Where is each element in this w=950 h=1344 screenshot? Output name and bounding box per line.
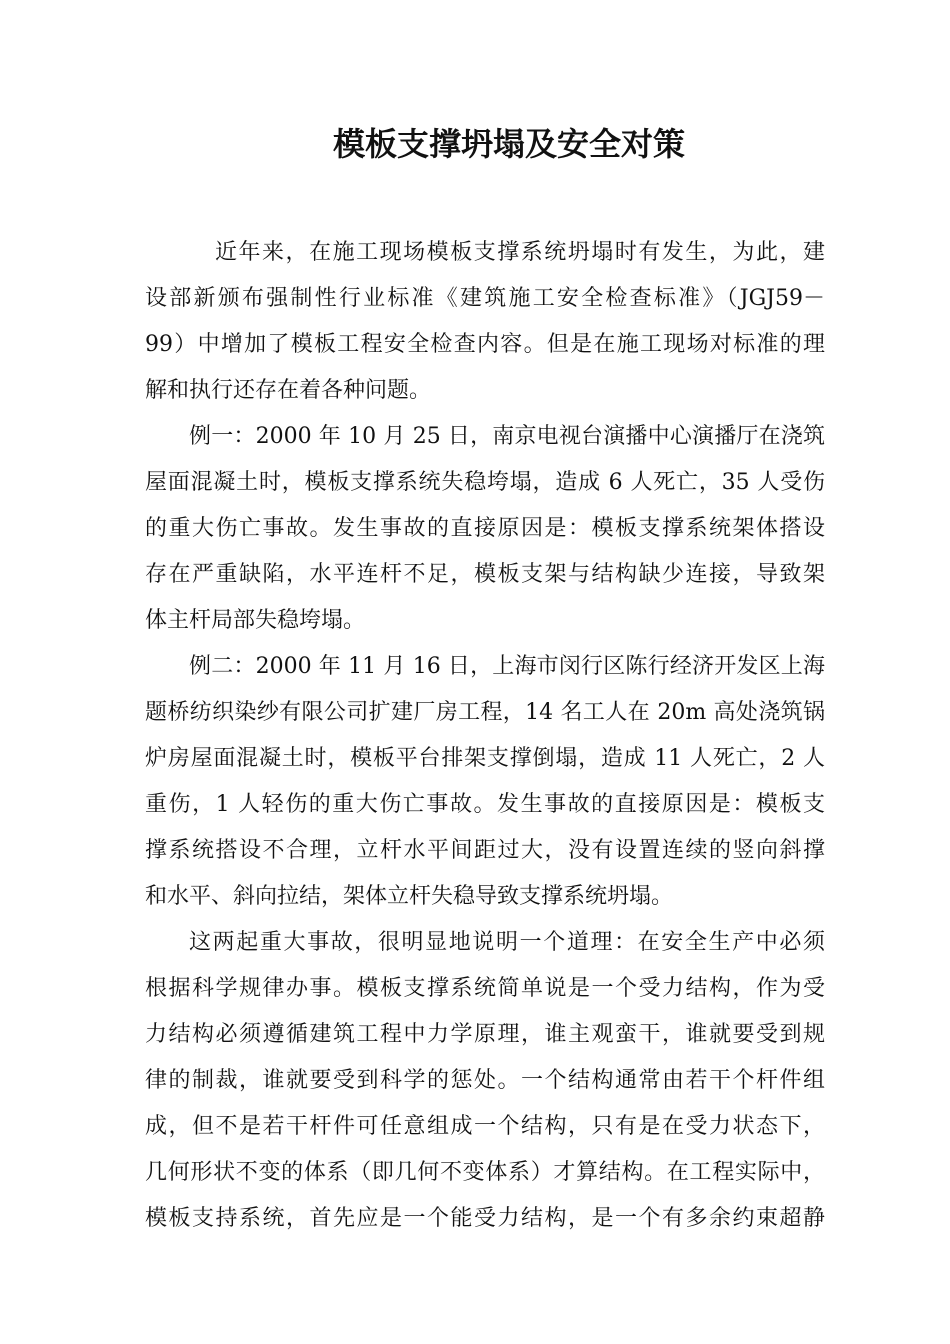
body-line: 和水平、斜向拉结，架体立杆失稳导致支撑系统坍塌。 [145,884,674,909]
body-line: 炉房屋面混凝土时，模板平台排架支撑倒塌，造成 11 人死亡，2 人 [145,746,825,771]
body-line: 力结构必须遵循建筑工程中力学原理，谁主观蛮干，谁就要受到规 [145,1022,825,1047]
body-line: 题桥纺织染纱有限公司扩建厂房工程，14 名工人在 20m 高处浇筑锅 [145,700,825,725]
body-line: 99）中增加了模板工程安全检查内容。但是在施工现场对标准的理 [145,332,825,357]
body-line: 根据科学规律办事。模板支撑系统简单说是一个受力结构，作为受 [145,976,825,1001]
body-line: 这两起重大事故，很明显地说明一个道理：在安全生产中必须 [189,930,825,955]
body-line: 近年来，在施工现场模板支撑系统坍塌时有发生，为此，建 [215,240,825,265]
body-line: 例一：2000 年 10 月 25 日，南京电视台演播中心演播厅在浇筑 [189,424,825,449]
body-line: 重伤，1 人轻伤的重大伤亡事故。发生事故的直接原因是：模板支 [145,792,825,817]
body-line: 的重大伤亡事故。发生事故的直接原因是：模板支撑系统架体搭设 [145,516,825,541]
body-line: 撑系统搭设不合理，立杆水平间距过大，没有设置连续的竖向斜撑 [145,838,825,863]
body-line: 设部新颁布强制性行业标准《建筑施工安全检查标准》（JGJ59－ [145,286,825,311]
document-title: 模板支撑坍塌及安全对策 [332,125,685,163]
body-line: 屋面混凝土时，模板支撑系统失稳垮塌，造成 6 人死亡，35 人受伤 [145,470,825,495]
body-line: 律的制裁，谁就要受到科学的惩处。一个结构通常由若干个杆件组 [145,1068,825,1093]
body-line: 体主杆局部失稳垮塌。 [145,608,366,633]
body-line: 解和执行还存在着各种问题。 [145,378,432,403]
document-body [145,230,825,1242]
body-line: 模板支持系统，首先应是一个能受力结构，是一个有多余约束超静 [145,1206,825,1231]
body-line: 几何形状不变的体系（即几何不变体系）才算结构。在工程实际中， [145,1160,825,1185]
body-line: 存在严重缺陷，水平连杆不足，模板支架与结构缺少连接，导致架 [145,562,825,587]
body-line: 成，但不是若干杆件可任意组成一个结构，只有是在受力状态下， [145,1114,825,1139]
body-line: 例二：2000 年 11 月 16 日，上海市闵行区陈行经济开发区上海 [189,654,825,679]
